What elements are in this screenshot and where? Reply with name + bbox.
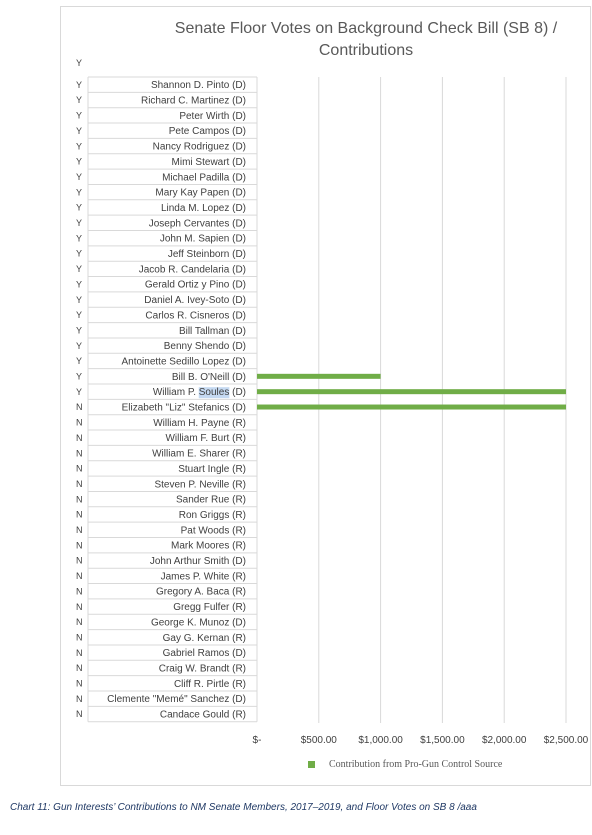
- vote-column-header: Y: [76, 58, 83, 68]
- vote-label: N: [76, 647, 83, 658]
- category-label: Sander Rue (R): [175, 494, 246, 506]
- vote-label: N: [76, 586, 83, 597]
- category-label: Pat Woods (R): [180, 525, 246, 537]
- vote-label: Y: [76, 264, 83, 275]
- vote-label: Y: [76, 233, 83, 244]
- bar: [257, 374, 381, 379]
- vote-label: Y: [76, 187, 83, 198]
- category-label: Gerald Ortiz y Pino (D): [144, 279, 246, 291]
- vote-label: Y: [76, 340, 83, 351]
- category-label: William F. Burt (R): [165, 433, 246, 445]
- bar: [257, 405, 566, 410]
- category-label: Linda M. Lopez (D): [160, 202, 246, 214]
- x-tick-label: $1,500.00: [420, 735, 465, 746]
- bar: [257, 389, 566, 394]
- category-label: Richard C. Martinez (D): [140, 95, 246, 107]
- category-label: Pete Campos (D): [168, 126, 246, 138]
- category-label: Elizabeth "Liz" Stefanics (D): [121, 402, 246, 414]
- category-label: Cliff R. Pirtle (R): [173, 678, 246, 690]
- vote-label: Y: [76, 202, 83, 213]
- vote-label: Y: [76, 248, 83, 259]
- category-label: John Arthur Smith (D): [149, 556, 246, 568]
- vote-label: Y: [76, 356, 83, 367]
- category-label: Shannon D. Pinto (D): [150, 80, 246, 92]
- category-label: William E. Sharer (R): [152, 448, 246, 460]
- vote-label: N: [76, 617, 83, 628]
- category-label: William P. Soules (D): [152, 387, 246, 399]
- category-label: Stuart Ingle (R): [178, 463, 246, 475]
- vote-label: N: [76, 432, 83, 443]
- vote-label: N: [76, 525, 83, 536]
- x-tick-label: $2,500.00: [543, 735, 589, 746]
- vote-label: N: [76, 678, 83, 689]
- vote-label: Y: [76, 110, 83, 121]
- x-axis-ticks: [253, 735, 589, 746]
- category-label: Jacob R. Candelaria (D): [138, 264, 246, 276]
- vote-label: Y: [76, 310, 83, 321]
- vote-label: Y: [76, 95, 83, 106]
- category-label: Jeff Steinborn (D): [167, 249, 246, 261]
- vote-label: N: [76, 540, 83, 551]
- category-label: Bill B. O'Neill (D): [171, 371, 246, 383]
- vote-label: N: [76, 555, 83, 566]
- legend-label: Contribution from Pro-Gun Control Source: [329, 759, 503, 770]
- category-label: Gay G. Kernan (R): [162, 632, 246, 644]
- category-label: Candace Gould (R): [159, 709, 246, 721]
- category-label: Nancy Rodriguez (D): [152, 141, 246, 153]
- category-label: George K. Munoz (D): [150, 617, 246, 629]
- gridlines: [319, 77, 566, 723]
- category-label: Peter Wirth (D): [179, 110, 246, 122]
- vote-label: N: [76, 463, 83, 474]
- x-tick-label: $2,000.00: [481, 735, 527, 746]
- category-rows: [76, 77, 257, 722]
- category-label: Daniel A. Ivey-Soto (D): [144, 295, 246, 307]
- chart-caption: Chart 11: Gun Interests’ Contributions to NM Senate Members, 2017–2019, and Floor Votes on SB 8 /aaa: [10, 802, 477, 813]
- vote-label: N: [76, 693, 83, 704]
- vote-label: Y: [76, 156, 83, 167]
- bar-series: [257, 374, 566, 410]
- vote-label: Y: [76, 371, 83, 382]
- vote-label: Y: [76, 141, 83, 152]
- category-label: Gregg Fulfer (R): [173, 602, 246, 614]
- category-label: Gabriel Ramos (D): [162, 648, 246, 660]
- x-tick-label: $-: [252, 735, 262, 746]
- vote-label: N: [76, 601, 83, 612]
- category-label: Joseph Cervantes (D): [148, 218, 246, 230]
- category-label: Craig W. Brandt (R): [158, 663, 246, 675]
- vote-label: Y: [76, 171, 83, 182]
- category-label: Mark Moores (R): [170, 540, 246, 552]
- category-label: Mary Kay Papen (D): [155, 187, 246, 199]
- x-tick-label: $1,000.00: [358, 735, 403, 746]
- vote-label: Y: [76, 325, 83, 336]
- category-label: Steven P. Neville (R): [154, 479, 246, 491]
- vote-label: Y: [76, 125, 83, 136]
- vote-label: N: [76, 402, 83, 413]
- vote-label: Y: [76, 218, 83, 229]
- category-label: Benny Shendo (D): [163, 341, 246, 353]
- category-label: Carlos R. Cisneros (D): [145, 310, 246, 322]
- category-label: Bill Tallman (D): [178, 325, 246, 337]
- vote-label: N: [76, 509, 83, 520]
- category-label: John M. Sapien (D): [159, 233, 246, 245]
- category-label: William H. Payne (R): [153, 417, 246, 429]
- vote-label: N: [76, 417, 83, 428]
- category-label: Ron Griggs (R): [178, 509, 246, 521]
- vote-label: N: [76, 494, 83, 505]
- vote-label: Y: [76, 279, 83, 290]
- vote-label: N: [76, 571, 83, 582]
- vote-label: N: [76, 478, 83, 489]
- chart-title-line-2: Contributions: [318, 42, 414, 59]
- vote-label: N: [76, 663, 83, 674]
- category-label: James P. White (R): [160, 571, 246, 583]
- legend: [308, 759, 503, 770]
- vote-label: N: [76, 448, 83, 459]
- legend-swatch: [308, 761, 315, 768]
- vote-label: Y: [76, 294, 83, 305]
- vote-label: N: [76, 709, 83, 720]
- category-label: Mimi Stewart (D): [171, 156, 246, 168]
- vote-label: Y: [76, 79, 83, 90]
- x-tick-label: $500.00: [300, 735, 337, 746]
- category-label: Gregory A. Baca (R): [155, 586, 246, 598]
- chart-title-line-1: Senate Floor Votes on Background Check Bill (SB 8) /: [174, 20, 558, 37]
- category-label: Antoinette Sedillo Lopez (D): [121, 356, 246, 368]
- vote-label: Y: [76, 386, 83, 397]
- vote-label: N: [76, 632, 83, 643]
- category-label: Clemente "Memé" Sanchez (D): [107, 694, 246, 706]
- category-label: Michael Padilla (D): [162, 172, 246, 184]
